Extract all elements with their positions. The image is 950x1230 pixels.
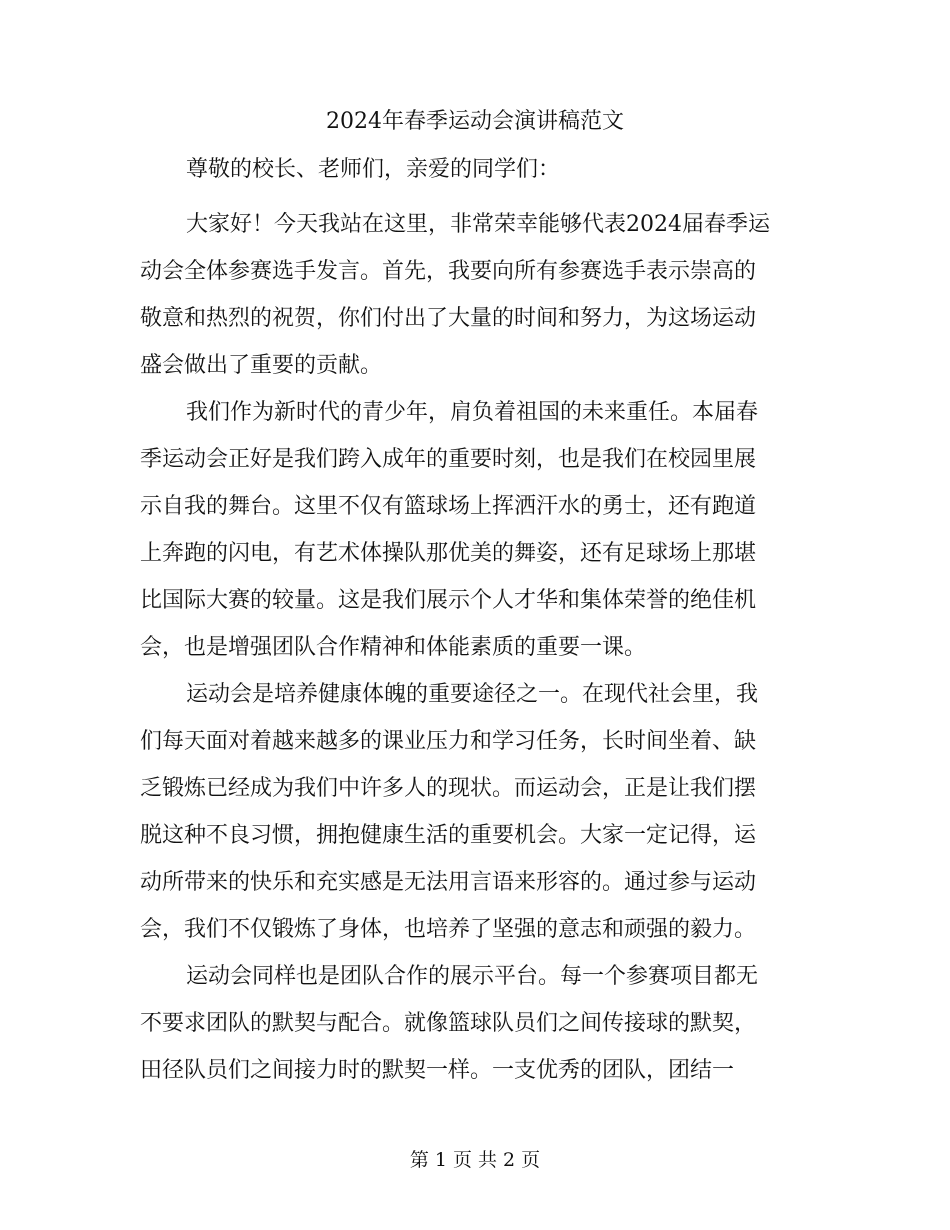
text-line: 运动会是培养健康体魄的重要途径之一。在现代社会里，我 [186,682,759,707]
text-line: 们每天面对着越来越多的课业压力和学习任务，长时间坐着、缺 [140,729,757,754]
text-line: 运动会同样也是团队合作的展示平台。每一个参赛项目都无 [186,964,759,989]
text-line: 脱这种不良习惯，拥抱健康生活的重要机会。大家一定记得，运 [140,823,757,848]
paragraph-1 [140,201,810,389]
paragraph-3 [140,671,810,953]
text-line: 会，也是增强团队合作精神和体能素质的重要一课。 [140,635,647,660]
text-line: 敬意和热烈的祝贺，你们付出了大量的时间和努力，为这场运动 [140,306,757,331]
document-body [140,201,810,1094]
text-line: 动所带来的快乐和充实感是无法用言语来形容的。通过参与运动 [140,870,757,895]
text-line: 不要求团队的默契与配合。就像篮球队员们之间传接球的默契， [140,1011,757,1036]
text-line: 会，我们不仅锻炼了身体，也培养了坚强的意志和顽强的毅力。 [140,917,757,942]
document-title: 2024年春季运动会演讲稿范文 [326,109,624,134]
text-line: 上奔跑的闪电，有艺术体操队那优美的舞姿，还有足球场上那堪 [140,541,757,566]
text-line: 我们作为新时代的青少年，肩负着祖国的未来重任。本届春 [186,400,759,425]
text-line: 动会全体参赛选手发言。首先，我要向所有参赛选手表示崇高的 [140,259,757,284]
paragraph-2 [140,389,810,671]
text-line: 比国际大赛的较量。这是我们展示个人才华和集体荣誉的绝佳机 [140,588,757,613]
text-line: 盛会做出了重要的贡献。 [140,353,383,378]
text-line: 田径队员们之间接力时的默契一样。一支优秀的团队，团结一 [140,1058,735,1083]
text-line: 季运动会正好是我们跨入成年的重要时刻，也是我们在校园里展 [140,447,757,472]
page-number: 第 1 页 共 2 页 [409,1149,541,1171]
text-line: 乏锻炼已经成为我们中许多人的现状。而运动会，正是让我们摆 [140,776,757,801]
salutation: 尊敬的校长、老师们，亲爱的同学们： [186,157,561,182]
text-line: 大家好！今天我站在这里，非常荣幸能够代表2024届春季运 [186,212,770,237]
text-line: 示自我的舞台。这里不仅有篮球场上挥洒汗水的勇士，还有跑道 [140,494,757,519]
paragraph-4 [140,953,810,1094]
